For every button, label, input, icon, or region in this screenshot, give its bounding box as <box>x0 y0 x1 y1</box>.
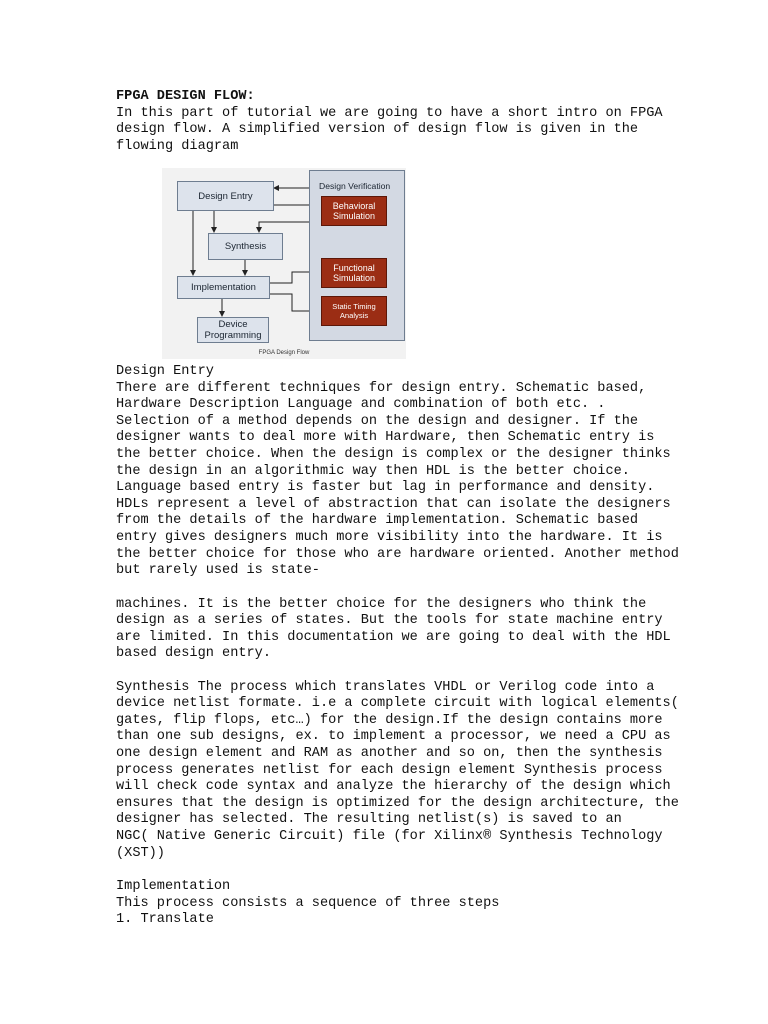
text-line: gates, flip flops, etc…) for the design.If the design contains more <box>116 713 663 728</box>
text-line: This process consists a sequence of three steps <box>116 896 500 911</box>
text-line: but rarely used is state- <box>116 563 320 578</box>
intro-line: flowing diagram <box>116 139 239 154</box>
text-line: machines. It is the better choice for the designers who think the <box>116 597 647 612</box>
implementation-box: Implementation <box>177 276 270 299</box>
text-line: are limited. In this documentation we are going to deal with the HDL <box>116 630 671 645</box>
diagram-caption: FPGA Design Flow <box>258 350 310 356</box>
text-line: process generates netlist for each design element Synthesis process <box>116 763 663 778</box>
text-line: will check code syntax and analyze the hierarchy of the design which <box>116 779 671 794</box>
behavioral-line: Behavioral <box>332 201 376 211</box>
timing-line: Analysis <box>339 311 369 320</box>
text-line: one design element and RAM as another and so on, then the synthesis <box>116 746 663 761</box>
device-programming-box <box>197 317 269 343</box>
intro-line: design flow. A simplified version of design flow is given in the <box>116 122 639 137</box>
text-line: entry gives designers much more visibility into the hardware. It is <box>116 530 663 545</box>
text-line: 1. Translate <box>116 912 214 927</box>
text-line: the better choice for those who are hardware oriented. Another method <box>116 547 679 562</box>
functional-simulation-box <box>321 258 387 288</box>
text-line: from the details of the hardware implementation. Schematic based <box>116 513 639 528</box>
static-timing-analysis-box <box>321 296 387 326</box>
device-programming-line: Device <box>218 319 248 330</box>
design-verification-title: Design Verification <box>319 181 391 191</box>
text-line: Hardware Description Language and combination of both etc. . <box>116 397 606 412</box>
text-line: designer has selected. The resulting netlist(s) is saved to an <box>116 812 622 827</box>
functional-line: Simulation <box>332 273 376 283</box>
text-line: designer wants to deal more with Hardware, then Schematic entry is <box>116 430 655 445</box>
text-line: based design entry. <box>116 646 271 661</box>
text-line: HDLs represent a level of abstraction that can isolate the designers <box>116 497 671 512</box>
text-line: design as a series of states. But the tools for state machine entry <box>116 613 663 628</box>
text-line: (XST)) <box>116 846 165 861</box>
text-line: ensures that the design is optimized for the design architecture, the <box>116 796 679 811</box>
text-line: NGC( Native Generic Circuit) file (for Xilinx® Synthesis Technology <box>116 829 663 844</box>
text-line: device netlist formate. i.e a complete circuit with logical elements( <box>116 696 679 711</box>
text-line: Synthesis The process which translates VHDL or Verilog code into a <box>116 680 655 695</box>
text-line: There are different techniques for design entry. Schematic based, <box>116 381 647 396</box>
text-line: the design in an algorithmic way then HDL is the better choice. <box>116 464 630 479</box>
text-line: Implementation <box>116 879 231 894</box>
functional-line: Functional <box>333 263 375 273</box>
design-entry-box: Design Entry <box>177 181 274 211</box>
text-line: than one sub designs, ex. to implement a processor, we need a CPU as <box>116 729 671 744</box>
intro-line: In this part of tutorial we are going to have a short intro on FPGA <box>116 106 663 121</box>
text-line: Language based entry is faster but lag in performance and density. <box>116 480 655 495</box>
fpga-design-flow-diagram <box>162 168 406 359</box>
text-line: the better choice. When the design is complex or the designer thinks <box>116 447 671 462</box>
text-line: Design Entry <box>116 364 214 379</box>
synthesis-box: Synthesis <box>208 233 283 260</box>
device-programming-line: Programming <box>204 330 262 341</box>
text-line: Selection of a method depends on the design and designer. If the <box>116 414 639 429</box>
behavioral-line: Simulation <box>332 211 376 221</box>
doc-title: FPGA DESIGN FLOW: <box>116 89 255 104</box>
timing-line: Static Timing <box>332 302 376 311</box>
behavioral-simulation-box <box>321 196 387 226</box>
